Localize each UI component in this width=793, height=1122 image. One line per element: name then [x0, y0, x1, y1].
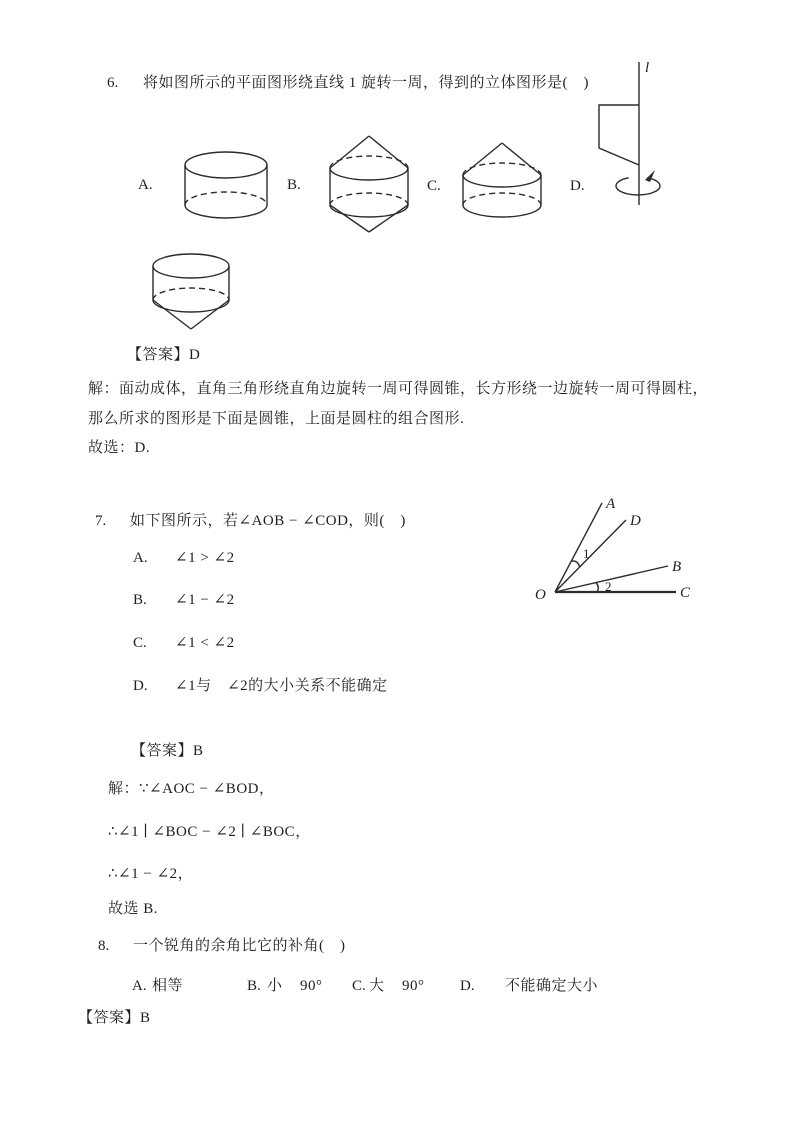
vertex-label-o: O — [535, 587, 546, 603]
q7-option-text-a: ∠1 > ∠2 — [175, 550, 235, 566]
ray-oa — [555, 503, 602, 592]
angle-1-label: 1 — [583, 546, 590, 561]
point-label-c: C — [680, 585, 691, 601]
q6-answer-line: 【答案】D — [127, 347, 201, 363]
q6-explanation-line: 那么所求的图形是下面是圆锥，上面是圆柱的组合图形. — [88, 411, 465, 427]
angle-2-label: 2 — [605, 579, 612, 594]
option-c-cone-cylinder-shape — [461, 141, 543, 221]
cone-sides — [463, 143, 541, 175]
q8-option-value-c: 90° — [402, 978, 425, 994]
q8-option-text-a: 相等 — [152, 978, 184, 994]
axis-label: l — [645, 60, 650, 76]
q8-option-text-b: 小 — [267, 978, 283, 994]
q7-answer-line: 【答案】B — [131, 743, 204, 759]
q7-explanation-line: ∴∠1 − ∠2， — [108, 866, 194, 882]
q6-explanation-line: 解：面动成体，直角三角形绕直角边旋转一周可得圆锥，长方形绕一边旋转一周可得圆柱， — [88, 381, 709, 397]
cylinder-bottom-front-arc — [185, 205, 267, 218]
q8-option-label-d: D. — [460, 978, 475, 994]
option-d-cylinder-cone-shape — [152, 253, 230, 331]
q8-stem: 一个锐角的余角比它的补角( ) — [133, 938, 346, 954]
figure-rotation — [585, 56, 697, 208]
cylinder-top-ellipse — [185, 152, 267, 178]
q7-option-label-b: B. — [133, 592, 147, 608]
q6-option-label-d: D. — [570, 178, 585, 194]
point-label-a: A — [606, 496, 616, 512]
q7-option-text-b: ∠1 − ∠2 — [175, 592, 235, 608]
q7-option-label-c: C. — [133, 635, 147, 651]
q8-number: 8. — [98, 938, 110, 954]
q8-option-label-c: C. — [352, 978, 366, 994]
q7-explanation-line: 故选 B. — [108, 901, 159, 917]
bottom-cone-sides — [330, 205, 408, 232]
rotation-arrow-arc — [616, 178, 660, 195]
point-label-b: B — [672, 559, 682, 575]
q6-option-label-c: C. — [427, 178, 441, 194]
q7-stem: 如下图所示，若∠AOB − ∠COD，则( ) — [130, 513, 406, 529]
q6-stem: 将如图所示的平面图形绕直线 1 旋转一周，得到的立体图形是( ) — [143, 75, 589, 91]
q7-explanation-line: ∴∠1 ∣ ∠BOC − ∠2 ∣ ∠BOC， — [108, 824, 311, 840]
q8-option-text-d: 不能确定大小 — [505, 978, 599, 994]
q6-number: 6. — [107, 75, 119, 91]
angle-1-arc — [571, 561, 579, 567]
q6-option-label-b: B. — [287, 177, 301, 193]
option-b-bicone-cylinder-shape — [329, 134, 409, 234]
point-label-d: D — [630, 513, 641, 529]
q7-option-text-c: ∠1 < ∠2 — [175, 635, 235, 651]
top-cone-sides — [330, 136, 408, 168]
option-a-cylinder-shape — [183, 150, 269, 220]
q8-option-label-b: B. — [247, 978, 261, 994]
figure-angles — [533, 496, 691, 603]
q8-option-text-c: 大 — [369, 978, 385, 994]
angle-2-arc — [596, 583, 598, 592]
q7-option-label-d: D. — [133, 678, 148, 694]
q6-explanation-line: 故选：D. — [88, 440, 151, 456]
q8-option-label-a: A. — [132, 978, 147, 994]
ray-ob — [555, 566, 668, 592]
ray-od — [555, 520, 626, 592]
q7-number: 7. — [95, 513, 107, 529]
q7-explanation-line: 解：∵∠AOC − ∠BOD， — [108, 781, 275, 797]
q8-answer-line: 【答案】B — [78, 1010, 151, 1026]
plane-profile-shape — [599, 105, 639, 165]
q7-option-label-a: A. — [133, 550, 148, 566]
cylinder-bottom-back-arc — [185, 192, 267, 205]
q6-option-label-a: A. — [138, 177, 153, 193]
q7-option-text-d: ∠1与 ∠2的大小关系不能确定 — [175, 678, 388, 694]
q8-option-value-b: 90° — [300, 978, 323, 994]
bottom-cone-sides — [153, 300, 229, 329]
